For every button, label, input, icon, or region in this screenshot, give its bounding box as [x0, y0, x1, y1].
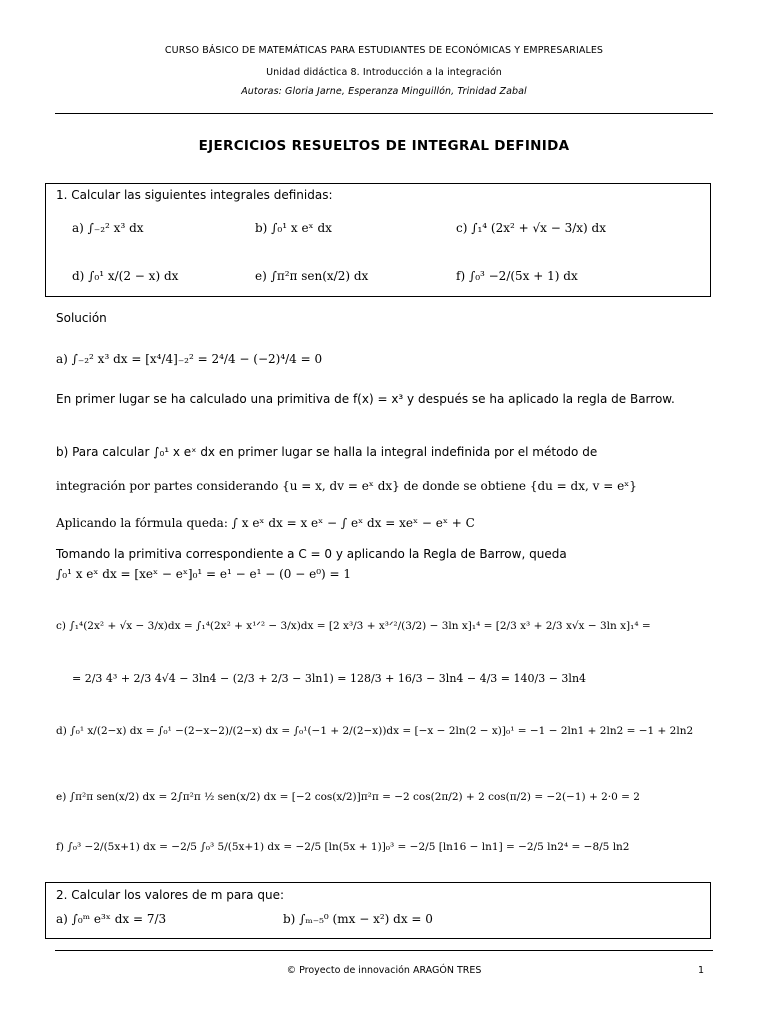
solution-d-line: d) ∫₀¹ x/(2−x) dx = ∫₀¹ −(2−x−2)/(2−x) dx = ∫₀¹(−1 + 2/(2−x))dx = [−x − 2ln(2 − x)]₀¹ = −1 − 2ln1 + 2ln2 = −1 + 2ln2	[56, 725, 694, 737]
solution-a-text: En primer lugar se ha calculado una primitiva de f(x) = x³ y después se ha aplicado la regla de Barrow.	[56, 392, 675, 406]
header-divider	[55, 113, 713, 114]
solution-f-line: f) ∫₀³ −2/(5x+1) dx = −2/5 ∫₀³ 5/(5x+1) dx = −2/5 [ln(5x + 1)]₀³ = −2/5 [ln16 − ln1] = −2/5 ln2⁴ = −8/5 ln2	[56, 841, 630, 853]
exercise-1-statement: 1. Calcular las siguientes integrales definidas:	[56, 188, 333, 202]
exercise-1e: e) ∫π²π sen(x/2) dx	[255, 269, 369, 283]
footer-text: © Proyecto de innovación ARAGÓN TRES	[286, 965, 482, 976]
solution-b-result: ∫₀¹ x eˣ dx = [xeˣ − eˣ]₀¹ = e¹ − e¹ − (0 − e⁰) = 1	[56, 567, 352, 581]
exercise-1c: c) ∫₁⁴ (2x² + √x − 3/x) dx	[456, 221, 606, 235]
unit-header: Unidad didáctica 8. Introducción a la integración	[266, 67, 502, 78]
exercise-2a: a) ∫₀ᵐ e³ˣ dx = 7/3	[56, 912, 167, 926]
page-title: EJERCICIOS RESUELTOS DE INTEGRAL DEFINIDA	[198, 138, 570, 154]
exercise-1b: b) ∫₀¹ x eˣ dx	[255, 221, 332, 235]
solution-heading: Solución	[56, 311, 107, 325]
authors-header: Autoras: Gloria Jarne, Esperanza Minguillón, Trinidad Zabal	[241, 86, 527, 97]
course-header: CURSO BÁSICO DE MATEMÁTICAS PARA ESTUDIANTES DE ECONÓMICAS Y EMPRESARIALES	[164, 45, 604, 56]
solution-a-equation: a) ∫₋₂² x³ dx = [x⁴/4]₋₂² = 2⁴/4 − (−2)⁴/4 = 0	[56, 352, 323, 366]
exercise-1f: f) ∫₀³ −2/(5x + 1) dx	[456, 269, 578, 283]
exercise-2-statement: 2. Calcular los valores de m para que:	[56, 888, 284, 902]
solution-b-intro: b) Para calcular ∫₀¹ x eˣ dx en primer lugar se halla la integral indefinida por el método de	[56, 445, 598, 459]
solution-b-formula: Aplicando la fórmula queda: ∫ x eˣ dx = x eˣ − ∫ eˣ dx = xeˣ − eˣ + C	[56, 516, 475, 530]
exercise-1d: d) ∫₀¹ x/(2 − x) dx	[72, 269, 179, 283]
exercise-2b: b) ∫ₘ₋₅⁰ (mx − x²) dx = 0	[283, 912, 433, 926]
footer-divider	[55, 950, 713, 951]
solution-b-barrow-text: Tomando la primitiva correspondiente a C = 0 y aplicando la Regla de Barrow, queda	[56, 547, 567, 561]
solution-c-line-2: = 2/3 4³ + 2/3 4√4 − 3ln4 − (2/3 + 2/3 − 3ln1) = 128/3 + 16/3 − 3ln4 − 4/3 = 140/3 − 3ln4	[72, 672, 587, 685]
page-number: 1	[698, 965, 705, 976]
solution-c-line-1: c) ∫₁⁴(2x² + √x − 3/x)dx = ∫₁⁴(2x² + x¹ᐟ² − 3/x)dx = [2 x³/3 + x³ᐟ²/(3/2) − 3ln x]₁⁴ = [2/3 x³ + 2/3 x√x − 3ln x]₁⁴ =	[56, 620, 651, 632]
exercise-1a: a) ∫₋₂² x³ dx	[72, 221, 144, 235]
solution-b-parts: integración por partes considerando {u = x, dv = eˣ dx} de donde se obtiene {du = dx, v = eˣ}	[56, 479, 637, 493]
solution-e-line: e) ∫π²π sen(x/2) dx = 2∫π²π ½ sen(x/2) dx = [−2 cos(x/2)]π²π = −2 cos(2π/2) + 2 cos(π/2) = −2(−1) + 2·0 = 2	[56, 791, 640, 803]
